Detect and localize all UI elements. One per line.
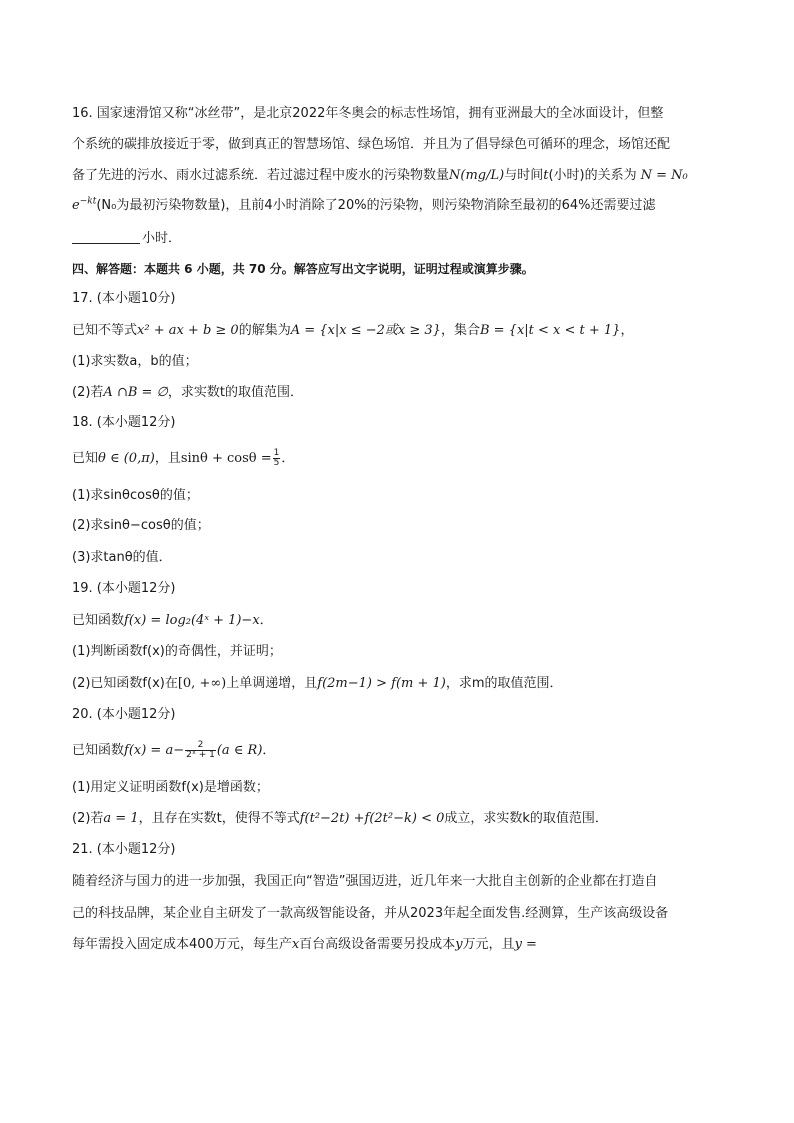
q20-part-text: ，且存在实数t，使得不等式 [138,811,300,826]
q18-math: θ ∈ (0,π) [98,451,155,466]
q16-line-2 [72,135,670,155]
q17-header [72,289,176,309]
answer-blank[interactable] [72,229,140,244]
q18-stem [72,447,294,471]
q17-part-1 [72,352,198,372]
q21-text: 每年需投入固定成本400万元，每生产 [72,937,292,952]
q20-math: a = 1 [103,811,139,826]
q17-part-text: (2)若 [72,385,104,400]
q17-math: A ∩B = ∅ [103,385,168,400]
q18-part-text: (3)求tanθ的值． [72,550,172,565]
q19-text: ． [259,613,273,628]
question-header: 19. (本小题12分) [72,581,176,596]
q19-text: 已知函数 [72,613,125,628]
fraction-denominator: 5 [273,458,280,468]
q20-part-2 [72,809,608,829]
q20-stem [72,738,275,764]
q20-math: f(x) = a− [124,743,185,758]
q19-part-text: (2)已知函数f(x)在 [72,676,178,691]
question-header: 20. (本小题12分) [72,707,176,722]
section-4-title [72,259,534,279]
q20-text: ． [262,743,276,758]
q20-fraction [185,741,216,760]
q16-line-3 [72,166,688,186]
q18-text: ． [281,451,295,466]
q17-part-text: ，求实数t的取值范围． [167,385,303,400]
q17-text: 已知不等式 [72,323,138,338]
q16-text: 与时间 [504,168,544,183]
q16-line-1 [72,104,663,124]
q16-math: e [72,198,80,213]
q21-line-2 [72,904,668,924]
q21-line-1 [72,872,657,892]
q16-text: (N₀为最初污染物数量)，且前4小时消除了20%的污染物，则污染物消除至最初的64%还需要过滤 [96,198,656,213]
fraction-denominator: 2ˣ + 1 [186,750,215,760]
q16-exponent: −kt [79,196,97,207]
q18-part-2 [72,516,210,536]
q17-part-2 [72,383,303,403]
q19-part-text: (1)判断函数f(x)的奇偶性，并证明； [72,644,282,659]
q17-text: ，集合 [440,323,480,338]
q19-part-1 [72,642,282,662]
q18-fraction [273,449,281,468]
q17-math: x² + ax + b ≥ 0 [137,323,239,338]
q17-math: B = {x|t < x < t + 1} [479,323,621,338]
q20-math: f(t²−2t) +f(2t²−k) < 0 [299,811,445,826]
q17-text: ， [620,323,634,338]
q16-math: N = N₀ [640,168,688,183]
q19-part-text: 上单调递增，且 [226,676,318,691]
fraction-numerator: 1 [273,448,280,458]
q16-text: 备了先进的污水、雨水过滤系统．若过滤过程中废水的污染物数量 [72,168,450,183]
q17-math: A = {x|x ≤ −2或x ≥ 3} [290,323,441,338]
q17-stem [72,321,633,341]
q18-part-text: (2)求sinθ−cosθ的值； [72,518,210,533]
q20-text: 已知函数 [72,743,125,758]
q19-part-2 [72,674,563,694]
q16-line-4 [72,196,655,216]
q16-text: 个系统的碳排放接近于零，做到真正的智慧场馆、绿色场馆．并且为了倡导绿色可循环的理念，场馆还配 [72,137,671,152]
q21-text: 万元，且 [462,937,515,952]
question-header: 18. (本小题12分) [72,415,176,430]
q18-part-3 [72,548,172,568]
q20-header [72,705,176,725]
q16-math: t [543,168,549,183]
q19-stem [72,611,273,631]
q20-part-text: (2)若 [72,811,104,826]
question-header: 21. (本小题12分) [72,842,176,857]
q20-part-text: 成立，求实数k的取值范围． [444,811,608,826]
q17-text: 的解集为 [238,323,291,338]
fraction-numerator: 2 [185,741,216,751]
q18-header [72,413,176,433]
q21-math: x [291,937,300,952]
q18-math: sinθ + cosθ = [180,451,272,466]
q19-part-text: ，求m的取值范围． [445,676,563,691]
q21-header [72,840,176,860]
q16-text: 小时． [142,231,182,246]
q19-header [72,579,176,599]
q19-math: f(x) = log₂(4ˣ + 1)−x [124,613,260,628]
q18-part-1 [72,486,199,506]
section-title-text: 四、解答题：本题共 6 小题，共 70 分。解答应写出文字说明，证明过程或演算步骤。 [72,262,534,276]
q18-text: ，且 [154,451,181,466]
question-header: 17. (本小题10分) [72,291,176,306]
q18-part-text: (1)求sinθcosθ的值； [72,488,199,503]
q21-text: 己的科技品牌，某企业自主研发了一款高级智能设备，并从2023年起全面发售.经测算，生产该高级设备 [72,906,669,921]
q20-part-1 [72,778,269,798]
q16-line-5 [72,229,181,249]
q21-line-3 [72,935,537,955]
q18-text: 已知 [72,451,99,466]
q17-part-text: (1)求实数a，b的值； [72,354,198,369]
q20-part-text: (1)用定义证明函数f(x)是增函数； [72,780,269,795]
q16-text: 16. 国家速滑馆又称“冰丝带”，是北京2022年冬奥会的标志性场馆，拥有亚洲最大的全冰面设计，但整 [72,106,664,121]
q16-math: N(mg/L) [449,168,505,183]
q20-math: (a ∈ R) [216,743,263,758]
q21-math: y [455,937,463,952]
q21-text: 随着经济与国力的进一步加强，我国正向“智造”强国迈进，近几年来一大批自主创新的企业都在打造自 [72,874,658,889]
q19-math: f(2m−1) > f(m + 1) [317,676,446,691]
q21-text: 百台高级设备需要另投成本 [299,937,456,952]
q21-math: y = [514,937,537,952]
q19-math: [0, +∞) [177,676,227,691]
q16-text: (小时)的关系为 [548,168,637,183]
